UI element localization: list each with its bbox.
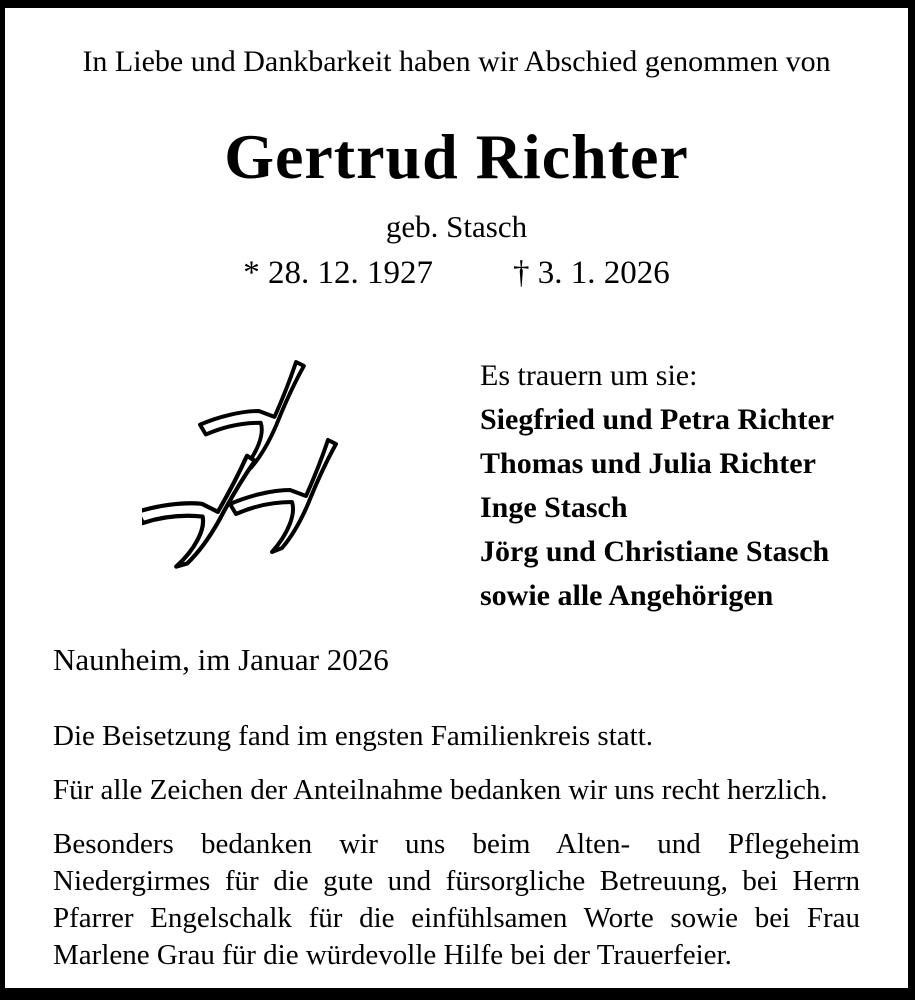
mourner-line: Siegfried und Petra Richter bbox=[480, 403, 835, 436]
birth-date: * 28. 12. 1927 bbox=[243, 255, 433, 291]
mourner-line: Inge Stasch bbox=[480, 491, 628, 524]
mourning-intro: Es trauern um sie: bbox=[480, 359, 698, 392]
mourners-list bbox=[480, 354, 834, 618]
flying-birds-illustration bbox=[142, 354, 354, 586]
special-thanks-paragraph: Besonders bedanken wir uns beim Alten- und Pflegeheim Niedergirmes für die gute und fürsorgliche Betreuung, bei Herrn Pfarrer Engelschalk für die einfühlsamen Worte sowie bei Frau Marlene Grau für die würdevolle Hilfe bei der Trauerfeier. bbox=[53, 828, 860, 971]
maiden-name: geb. Stasch bbox=[385, 209, 528, 244]
place-dateline: Naunheim, im Januar 2026 bbox=[53, 642, 389, 677]
mourner-line: Thomas und Julia Richter bbox=[480, 447, 816, 480]
life-dates bbox=[53, 254, 860, 292]
death-date: † 3. 1. 2026 bbox=[513, 255, 670, 291]
notice-content bbox=[5, 44, 908, 974]
burial-paragraph: Die Beisetzung fand im engsten Familienkreis statt. bbox=[53, 720, 654, 752]
condolence-thanks-paragraph: Für alle Zeichen der Anteilnahme bedanken wir uns recht herzlich. bbox=[53, 774, 828, 806]
mourner-line: sowie alle Angehörigen bbox=[480, 579, 774, 612]
middle-section bbox=[53, 354, 860, 618]
bird-top-icon bbox=[200, 362, 304, 472]
intro-line: In Liebe und Dankbarkeit haben wir Abschied genommen von bbox=[82, 45, 831, 78]
mourner-line: Jörg und Christiane Stasch bbox=[480, 535, 830, 568]
deceased-name: Gertrud Richter bbox=[224, 121, 689, 192]
